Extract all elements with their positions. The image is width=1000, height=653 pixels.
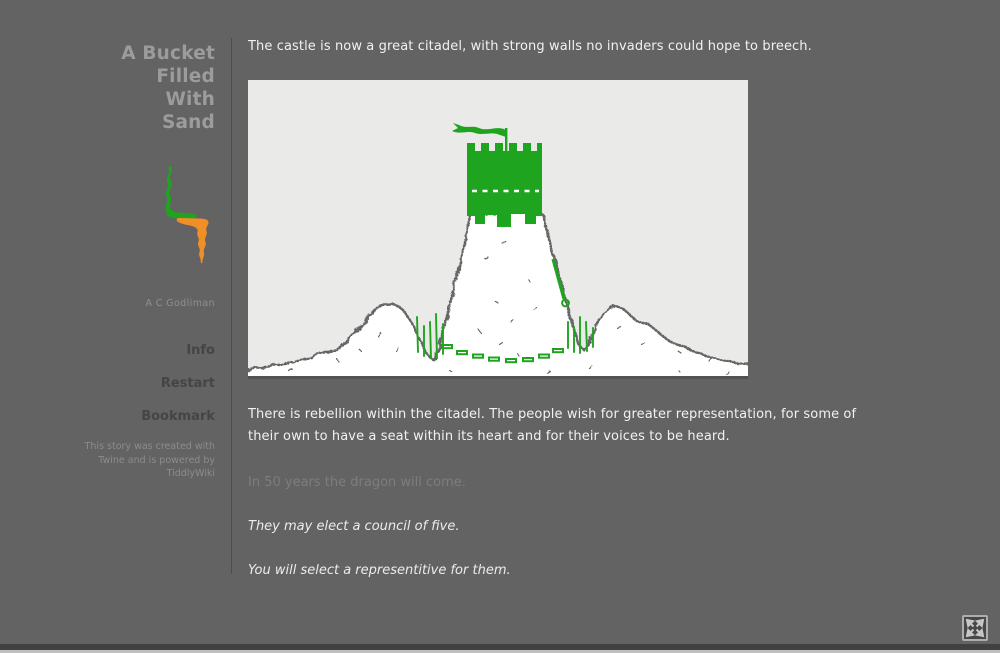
- sidebar-item-bookmark[interactable]: Bookmark: [141, 409, 215, 424]
- expand-arrows-icon: [964, 617, 986, 639]
- engine-credit-text: This story was created with Twine and is powered by TiddlyWiki: [84, 441, 215, 479]
- story-paragraph: There is rebellion within the citadel. The people wish for greater representation, for some of their own to have a seat within its heart and for their voices to be heard.: [248, 407, 857, 444]
- sidebar-menu: [0, 339, 215, 424]
- story-title: A Bucket Filled With Sand: [121, 43, 215, 133]
- story-paragraph: The castle is now a great citadel, with strong walls no invaders could hope to breech.: [248, 39, 812, 54]
- sidebar: [0, 0, 215, 653]
- story-timer-text: In 50 years the dragon will come.: [248, 475, 466, 490]
- sidebar-item-restart[interactable]: Restart: [160, 376, 215, 391]
- sidebar-divider: [231, 38, 232, 574]
- story-logo-icon: [161, 164, 213, 264]
- story-panel: [248, 36, 868, 578]
- choice-link-elect-council[interactable]: They may elect a council of five.: [248, 519, 460, 534]
- sidebar-item-info[interactable]: Info: [186, 343, 215, 358]
- fullscreen-button[interactable]: [962, 615, 988, 641]
- castle-illustration: [248, 80, 748, 379]
- author-name: A C Godliman: [145, 298, 215, 309]
- choice-link-select-representative[interactable]: You will select a representitive for them.: [248, 563, 511, 578]
- illustration-ground-line: [248, 376, 748, 379]
